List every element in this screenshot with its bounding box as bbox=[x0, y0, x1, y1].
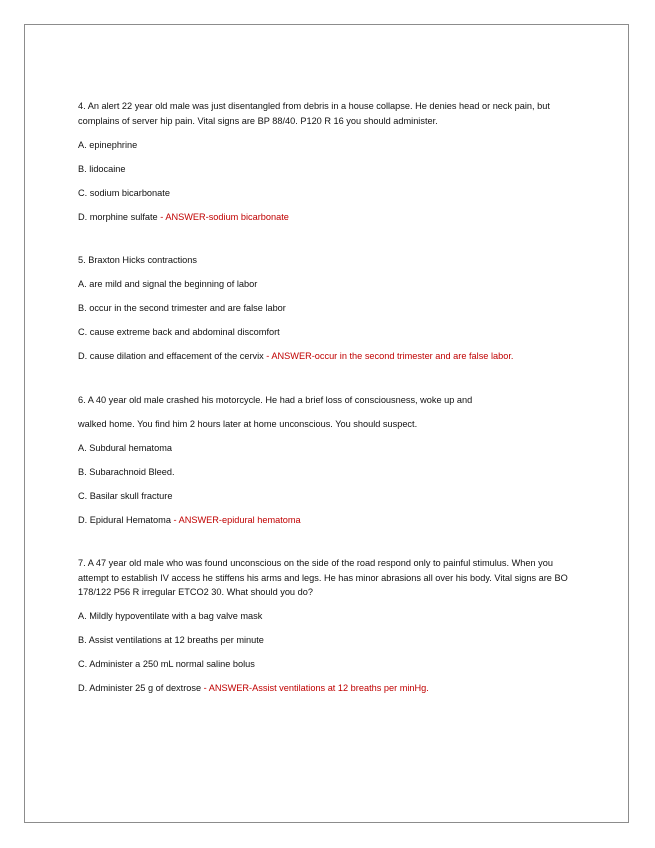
option-b: B. lidocaine bbox=[78, 163, 126, 174]
option-b: B. Subarachnoid Bleed. bbox=[78, 466, 175, 477]
option-d bbox=[78, 210, 578, 225]
option-text: D. morphine sulfate bbox=[78, 211, 158, 222]
option-d bbox=[78, 513, 578, 528]
option-d bbox=[78, 681, 578, 696]
answer-text: - ANSWER-Assist ventilations at 12 breaths per minHg. bbox=[201, 683, 429, 693]
question-5 bbox=[78, 253, 578, 364]
option-text: D. cause dilation and effacement of the cervix bbox=[78, 351, 264, 361]
option-text: D. Administer 25 g of dextrose bbox=[78, 683, 202, 693]
answer-text: - ANSWER-occur in the second trimester and are false labor. bbox=[263, 351, 514, 361]
question-stem-line-2: walked home. You find him 2 hours later at home unconscious. You should suspect. bbox=[78, 418, 418, 429]
option-b: B. Assist ventilations at 12 breaths per minute bbox=[78, 635, 264, 645]
option-b: B. occur in the second trimester and are false labor bbox=[78, 303, 286, 313]
option-text: D. Epidural Hematoma bbox=[78, 514, 171, 525]
question-6 bbox=[78, 393, 578, 528]
option-d bbox=[78, 349, 578, 364]
option-c: C. cause extreme back and abdominal discomfort bbox=[78, 327, 280, 337]
option-c: C. Basilar skull fracture bbox=[78, 490, 173, 501]
question-4 bbox=[78, 99, 578, 224]
option-c: C. Administer a 250 mL normal saline bolus bbox=[78, 659, 255, 669]
document-content bbox=[78, 99, 578, 696]
option-a: A. are mild and signal the beginning of labor bbox=[78, 279, 258, 289]
document-page bbox=[24, 24, 629, 823]
question-7 bbox=[78, 556, 578, 696]
option-c: C. sodium bicarbonate bbox=[78, 187, 170, 198]
question-stem: 5. Braxton Hicks contractions bbox=[78, 255, 197, 265]
answer-text: - ANSWER-sodium bicarbonate bbox=[157, 211, 289, 222]
option-a: A. Subdural hematoma bbox=[78, 442, 172, 453]
option-a: A. Mildly hypoventilate with a bag valve mask bbox=[78, 611, 263, 621]
question-stem: 7. A 47 year old male who was found unconscious on the side of the road respond only to painful stimulus. When you attempt to establish IV access he stiffens his arms and legs. He has minor abrasions all over his body. Vital signs are BO 178/122 P56 R irregular ETCO2 30. What should you do? bbox=[78, 558, 568, 597]
option-a: A. epinephrine bbox=[78, 139, 138, 150]
answer-text: - ANSWER-epidural hematoma bbox=[170, 514, 301, 525]
question-stem: 4. An alert 22 year old male was just disentangled from debris in a house collapse. He denies head or neck pain, but complains of server hip pain. Vital signs are BP 88/40. P120 R 16 you should administer. bbox=[78, 101, 550, 126]
question-stem-line-1: 6. A 40 year old male crashed his motorcycle. He had a brief loss of consciousness, woke up and bbox=[78, 394, 473, 405]
